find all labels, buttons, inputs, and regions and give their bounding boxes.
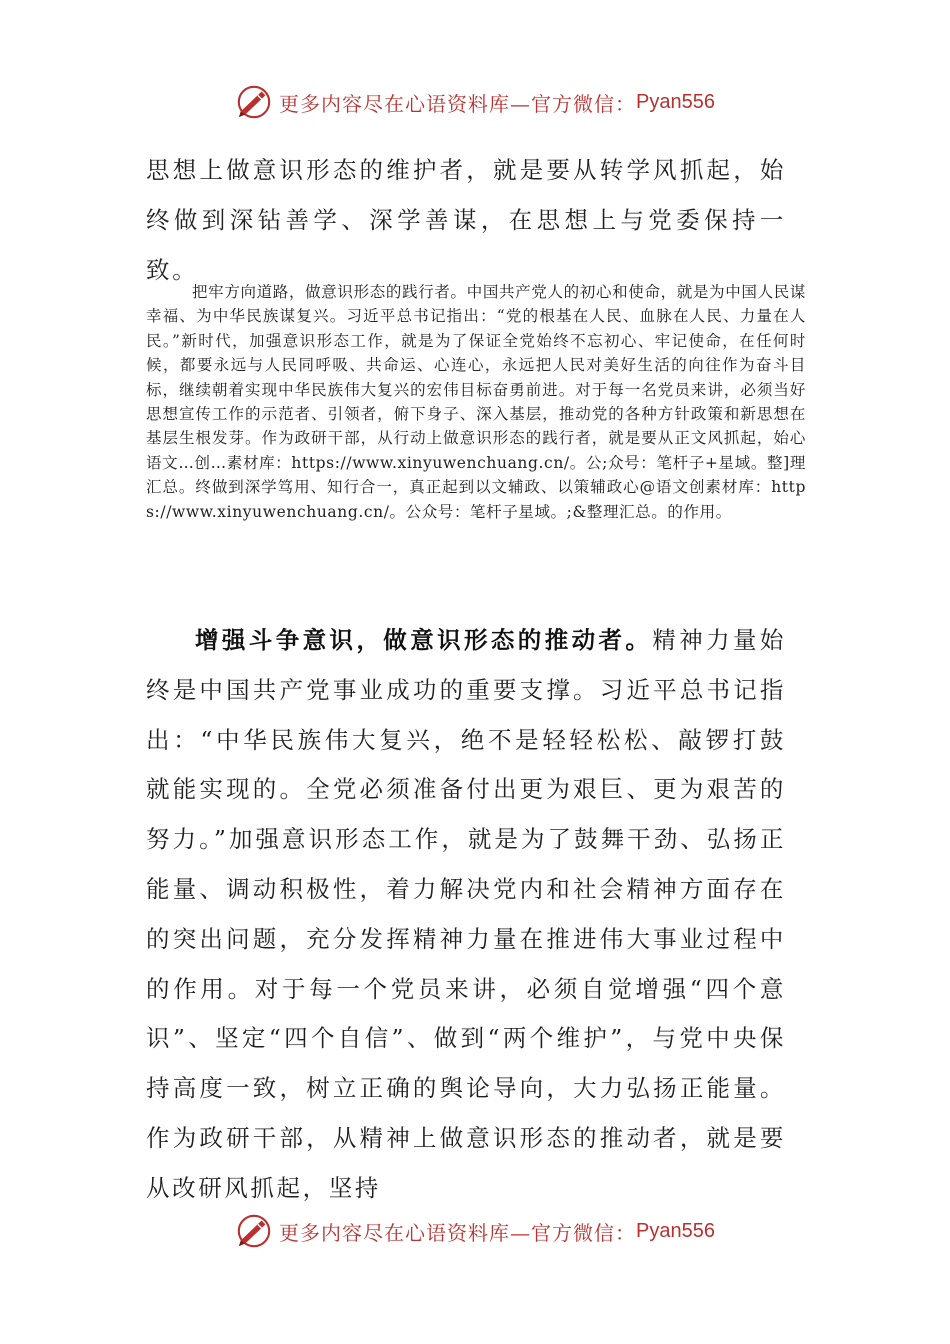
pen-logo-icon bbox=[235, 83, 273, 121]
paragraph-3-heading: 增强斗争意识，做意识形态的推动者。 bbox=[195, 626, 653, 654]
paragraph-2: 把牢方向道路，做意识形态的践行者。中国共产党人的初心和使命，就是为中国人民谋幸福、为中华民族谋复兴。习近平总书记指出：“党的根基在人民、血脉在人民、力量在人民。”新时代，加强意识形态工作，就是为了保证全党始终不忘初心、牢记使命，在任何时候，都要永远与人民同呼吸、共命运、心连心，永远把人民对美好生活的向往作为奋斗目标，继续朝着实现中华民族伟大复兴的宏伟目标奋勇前进。对于每一名党员来讲，必须当好思想宣传工作的示范者、引领者，俯下身子、深入基层，推动党的各种方针政策和新思想在基层生根发芽。作为政研干部，从行动上做意识形态的践行者，就是要从正文风抓起，始心语文…创…素材库：https://www.xinyuwenchuang.cn/。公;众号：笔杆子+星域。整]理汇总。终做到深学笃用、知行合一，真正起到以文辅政、以策辅政心@语文创素材库：https://www.xinyuwenchuang.cn/。公众号：笔杆子星域。;&整理汇总。的作用。 bbox=[146, 283, 806, 521]
header-banner-text: 更多内容尽在心语资料库—官方微信： bbox=[279, 91, 637, 116]
pen-logo-icon bbox=[235, 1212, 273, 1250]
footer-banner-code: Pyan556 bbox=[636, 1219, 715, 1242]
footer-banner-text: 更多内容尽在心语资料库—官方微信： bbox=[279, 1220, 637, 1245]
header-banner bbox=[0, 80, 950, 124]
paragraph-3-body: 精神力量始终是中国共产党事业成功的重要支撑。习近平总书记指出：“中华民族伟大复兴，绝不是轻轻松松、敲锣打鼓就能实现的。全党必须准备付出更为艰巨、更为艰苦的努力。”加强意识形态工作，就是为了鼓舞干劲、弘扬正能量、调动积极性，着力解决党内和社会精神方面存在的突出问题，充分发挥精神力量在推进伟大事业过程中的作用。对于每一个党员来讲，必须自觉增强“四个意识”、坚定“四个自信”、做到“两个维护”，与党中央保持高度一致，树立正确的舆论导向，大力弘扬正能量。作为政研干部，从精神上做意识形态的推动者，就是要从改研风抓起，坚持 bbox=[146, 626, 786, 1202]
paragraph-3 bbox=[146, 616, 786, 1214]
paragraph-1: 思想上做意识形态的维护者，就是要从转学风抓起，始终做到深钻善学、深学善谋，在思想上与党委保持一致。 bbox=[146, 156, 786, 284]
header-banner-code: Pyan556 bbox=[636, 90, 715, 113]
footer-banner bbox=[0, 1209, 950, 1253]
